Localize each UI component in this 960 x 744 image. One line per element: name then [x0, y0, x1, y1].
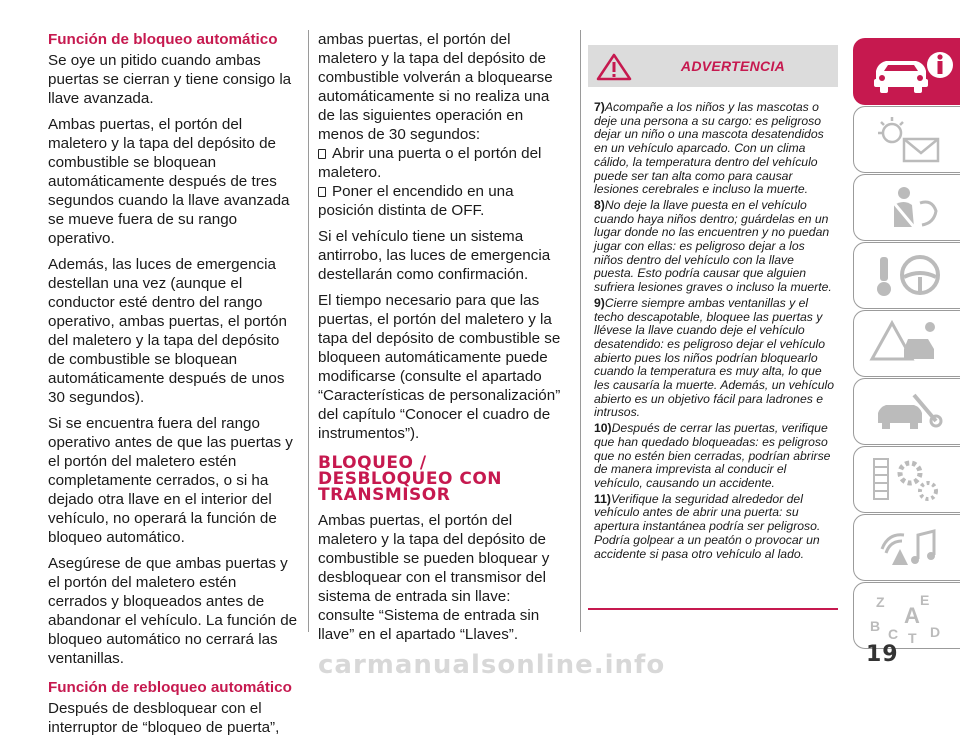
bullet-text: Poner el encendido en una posición distinta de OFF. [318, 183, 514, 219]
paragraph: El tiempo necesario para que las puertas, el portón del maletero y la tapa del depósito de combustible se bloqueen automáticamente puede modificarse (consulte el apartado “Características de personalización” del capítulo “Conocer el cuadro de instrumentos”). [318, 292, 561, 442]
warning-item-text: Cierre siempre ambas ventanillas y el techo descapotable, bloquee las puertas y llévese la llave cuando deje el vehículo desatendido: es peligroso dejar el vehículo abierto pues los niños podrían bloquearlo cuando la temperatura es muy alta, lo que les causaría la muerte. Además, un vehículo abierto es un objetivo fácil para ladrones e intrusos. [594, 295, 835, 420]
tab-multimedia[interactable] [853, 514, 960, 581]
auto-lock-heading: Función de bloqueo automático [48, 31, 278, 48]
section-title-line: TRANSMISOR [318, 485, 451, 505]
auto-relock-heading: Función de rebloqueo automático [48, 679, 292, 696]
svg-text:A: A [904, 603, 920, 628]
watermark: carmanualsonline.info [318, 650, 666, 680]
paragraph: Se oye un pitido cuando ambas puertas se cierran y tiene consigo la llave avanzada. [48, 52, 292, 107]
svg-text:D: D [930, 624, 941, 640]
column-divider [580, 30, 581, 632]
chapter-sidebar [853, 38, 960, 645]
maintenance-car-icon [864, 383, 954, 441]
warning-item [594, 297, 837, 420]
paragraph: ambas puertas, el portón del maletero y la tapa del depósito de combustible volverán a bloquearse automáticamente si no realiza una de las siguientes operación en menos de 30 segundos: [318, 31, 553, 143]
tab-starting-driving[interactable] [853, 242, 960, 309]
warning-item-text: Verifique la seguridad alrededor del vehículo antes de abrir una puerta: su apertura instantánea podría ser peligroso. Podría golpear a un peatón o provocar un accidente si pasa otro vehículo al lado. [594, 491, 821, 561]
warning-item [594, 422, 837, 491]
svg-text:T: T [908, 630, 917, 645]
paragraph: Ambas puertas, el portón del maletero y la tapa del depósito de combustible se pueden bloquear y desbloquear con el transmisor del sistema de entrada sin llave: consulte “Sistema de entrada sin llave” en el apartado “Llaves”. [318, 512, 550, 643]
warning-item-text: Acompañe a los niños y las mascotas o deje una persona a su cargo: es peligroso dejar un niño o una mascota desatendidos en un vehículo aparcado. Con un clima cálido, la temperatura dentro del vehículo puede ser tan alta como para causar lesiones cerebrales e incluso la muerte. [594, 100, 824, 197]
section-title [318, 455, 570, 503]
warning-item-number: 9) [594, 295, 605, 310]
tab-safety[interactable] [853, 174, 960, 241]
paragraph: Si el vehículo tiene un sistema antirrobo, las luces de emergencia destellarán como confirmación. [318, 228, 551, 283]
tab-emergency[interactable] [853, 310, 960, 377]
svg-text:Z: Z [876, 594, 885, 610]
multimedia-icon [864, 519, 954, 577]
column-divider [308, 30, 309, 632]
warning-item-text: Después de cerrar las puertas, verifique que han quedado bloqueadas: es peligroso que no estén bien cerradas, podrían abrirse de manera imprevista al conducir el vehículo, causando un accidente. [594, 421, 831, 490]
tab-technical-data[interactable] [853, 446, 960, 513]
specs-gears-icon [864, 451, 954, 509]
warning-item [594, 101, 837, 197]
tab-maintenance[interactable] [853, 378, 960, 445]
paragraph: Si se encuentra fuera del rango operativo antes de que las puertas y el portón del maletero estén completamente cerrados, o si ha dejado otra llave en el interior del vehículo, no operará la función de bloqueo automático. [48, 415, 293, 546]
tab-car-info[interactable] [853, 38, 960, 105]
warning-item-number: 11) [594, 491, 611, 506]
paragraph: Ambas puertas, el portón del maletero y la tapa del depósito de combustible se bloquean automáticamente después de tres segundos cuando la llave avanzada se mueve fuera de su rango operativo. [48, 116, 290, 247]
bullet-item [318, 144, 570, 182]
bullet-item [318, 182, 570, 220]
left-text-column [48, 30, 298, 744]
key-steering-icon [864, 247, 954, 305]
warning-lights-icon [864, 111, 954, 169]
middle-text-column [318, 30, 570, 651]
warning-item [594, 493, 837, 562]
paragraph: Después de desbloquear con el interruptor de “bloqueo de puerta”, [48, 700, 280, 736]
warning-body [594, 101, 837, 563]
emergency-road-icon [864, 315, 954, 373]
warning-item-number: 10) [594, 421, 612, 436]
warning-item-text: No deje la llave puesta en el vehículo cuando haya niños dentro; guárdelas en un lugar donde no las encuentren y no puedan jugar con ellas: es peligroso dejar a los niños dentro del vehículo con la llave puesta. Esto podría causar que alguien sufriera lesiones graves o incluso la muerte. [594, 197, 832, 295]
warning-item [594, 199, 837, 295]
tab-warning-lights[interactable] [853, 106, 960, 173]
warning-item-number: 7) [594, 100, 605, 114]
checkbox-bullet-icon [318, 149, 326, 159]
svg-text:C: C [888, 626, 899, 642]
safety-airbag-icon [864, 179, 954, 237]
index-alphabet-icon [864, 587, 954, 645]
paragraph: Además, las luces de emergencia destellan una vez (aunque el conductor esté dentro del rango operativo, ambas puertas, el portón del maletero y la tapa del depósito de combustible se bloquean automáticamente después de unos 30 segundos). [48, 256, 287, 406]
car-info-icon [864, 43, 954, 101]
warning-box [588, 45, 838, 610]
svg-text:E: E [920, 592, 930, 608]
section-title-line: DESBLOQUEO CON [318, 469, 502, 489]
page-number: 19 [866, 642, 899, 667]
svg-text:B: B [870, 618, 881, 634]
paragraph: Asegúrese de que ambas puertas y el portón del maletero estén cerrados y bloqueados antes de abandonar el vehículo. La función de bloqueo automático no cerrará las ventanillas. [48, 555, 298, 667]
bullet-text: Abrir una puerta o el portón del maletero. [318, 145, 542, 181]
warning-item-number: 8) [594, 197, 605, 212]
checkbox-bullet-icon [318, 187, 326, 197]
section-title-line: BLOQUEO / [318, 453, 427, 473]
warning-title: ADVERTENCIA [680, 58, 786, 74]
warning-header [588, 45, 838, 87]
tab-index[interactable] [853, 582, 960, 649]
warning-triangle-icon [596, 53, 632, 81]
